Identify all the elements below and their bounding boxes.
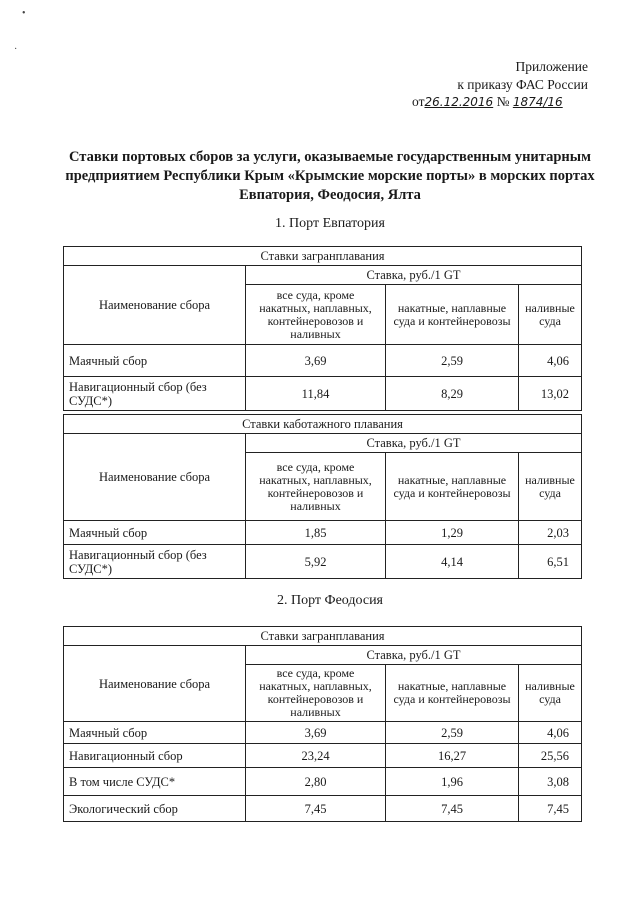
column-roro: накатные, наплавные суда и контейнеровозы <box>386 665 519 722</box>
column-all-ships: все суда, кроме накатных, наплавных, контейнеровозов и наливных <box>246 453 386 521</box>
table-row: Навигационный сбор 23,24 16,27 25,56 <box>64 744 582 768</box>
scan-mark-side: · <box>14 44 18 55</box>
section-heading-feodosia: 2. Порт Феодосия <box>276 593 384 608</box>
table-row: В том числе СУДС* 2,80 1,96 3,08 <box>64 768 582 796</box>
column-tankers: наливные суда <box>519 453 582 521</box>
table-row: Маячный сбор 3,69 2,59 4,06 <box>64 345 582 377</box>
table-row: Навигационный сбор (без СУДС*) 11,84 8,29 13,02 <box>64 377 582 411</box>
evpatoria-foreign-table <box>63 246 582 411</box>
column-tankers: наливные суда <box>519 665 582 722</box>
order-date-number <box>412 94 563 110</box>
column-all-ships: все суда, кроме накатных, наплавных, контейнеровозов и наливных <box>246 285 386 345</box>
appendix-title: Приложение <box>515 59 588 74</box>
column-roro: накатные, наплавные суда и контейнеровозы <box>386 285 519 345</box>
table-row: Маячный сбор 3,69 2,59 4,06 <box>64 722 582 744</box>
column-name-header: Наименование сбора <box>64 266 246 345</box>
rate-unit-header: Ставка, руб./1 GT <box>246 266 582 285</box>
appendix-block <box>418 58 588 94</box>
column-roro: накатные, наплавные суда и контейнеровозы <box>386 453 519 521</box>
scan-mark-top: • <box>22 8 26 19</box>
rate-unit-header: Ставка, руб./1 GT <box>246 434 582 453</box>
rate-type-header: Ставки загранплавания <box>64 627 582 646</box>
document-title: Ставки портовых сборов за услуги, оказываемые государственным унитарным предприятием Республики Крым «Крымские морские порты» в морских портах Евпатория, Феодосия, Ялта <box>65 149 595 203</box>
order-date: 26.12.2016 <box>424 95 494 109</box>
column-name-header: Наименование сбора <box>64 646 246 722</box>
table-row: Экологический сбор 7,45 7,45 7,45 <box>64 796 582 822</box>
column-all-ships: все суда, кроме накатных, наплавных, контейнеровозов и наливных <box>246 665 386 722</box>
order-number: 1874/16 <box>512 95 563 109</box>
feodosia-foreign-table <box>63 626 582 822</box>
appendix-order-ref: к приказу ФАС России <box>457 77 588 92</box>
rate-type-header: Ставки каботажного плавания <box>64 415 582 434</box>
rate-type-header: Ставки загранплавания <box>64 247 582 266</box>
evpatoria-cabotage-table <box>63 414 582 579</box>
number-sign: № <box>496 94 510 109</box>
column-tankers: наливные суда <box>519 285 582 345</box>
table-row: Навигационный сбор (без СУДС*) 5,92 4,14 6,51 <box>64 545 582 579</box>
rate-unit-header: Ставка, руб./1 GT <box>246 646 582 665</box>
column-name-header: Наименование сбора <box>64 434 246 521</box>
from-label: от <box>412 94 425 109</box>
table-row: Маячный сбор 1,85 1,29 2,03 <box>64 521 582 545</box>
section-heading-evpatoria: 1. Порт Евпатория <box>275 216 385 231</box>
